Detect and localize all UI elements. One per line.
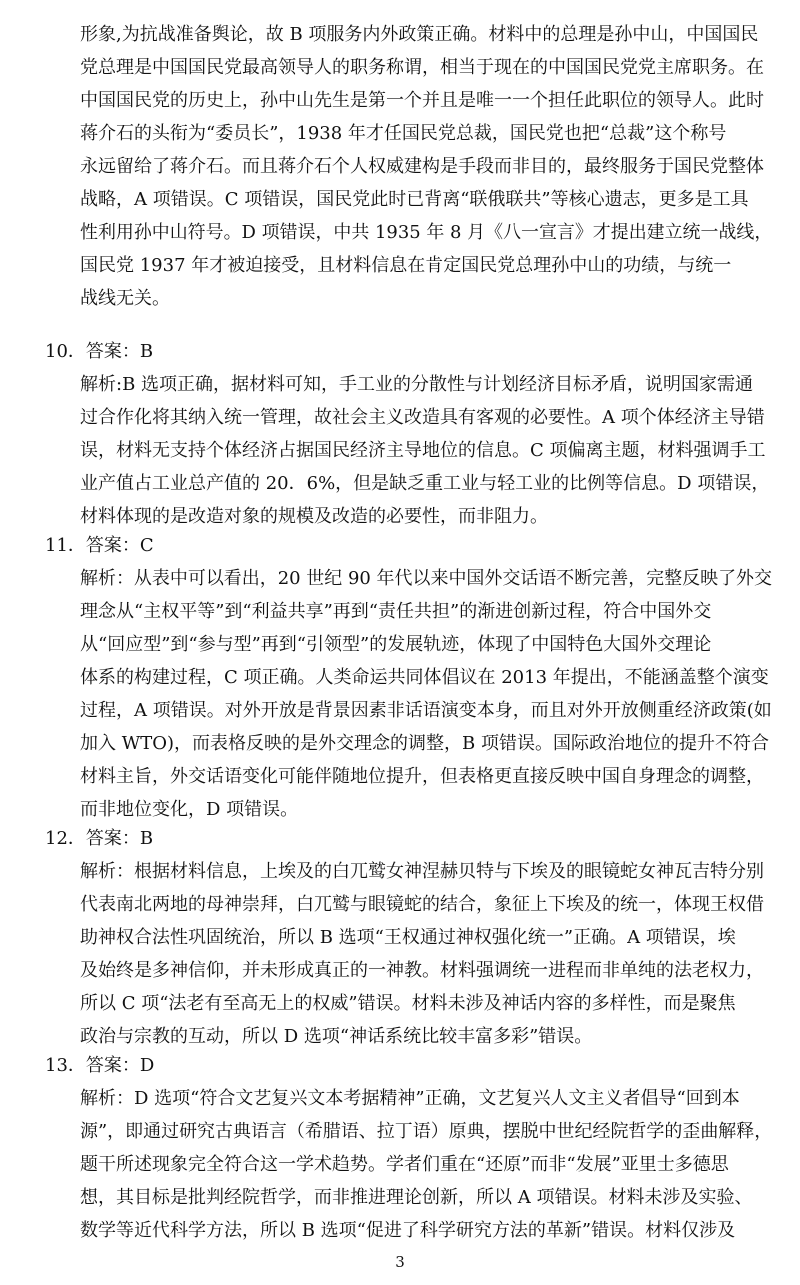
text-line: 代表南北两地的母神崇拜，白兀鹫与眼镜蛇的结合，象征上下埃及的统一，体现王权借 [80,894,764,915]
text-line: 永远留给了蒋介石。而且蒋介石个人权威建构是手段而非目的，最终服务于国民党整体 [80,156,764,177]
text-line: 政治与宗教的互动，所以 D 选项“神话系统比较丰富多彩”错误。 [80,1026,593,1047]
text-line: 解析:B 选项正确，据材料可知，手工业的分散性与计划经济目标矛盾，说明国家需通 [80,374,754,395]
text-line: 解析：从表中可以看出，20 世纪 90 年代以来中国外交话语不断完善，完整反映了外交 [80,568,773,589]
text-line: 业产值占工业总产值的 20．6%，但是缺乏重工业与轻工业的比例等信息。D 项错误， [80,473,770,494]
text-line: 性利用孙中山符号。D 项错误，中共 1935 年 8 月《八一宣言》才提出建立统一战线， [80,222,773,243]
page-number: 3 [395,1253,405,1271]
text-line: 加入 WTO)，而表格反映的是外交理念的调整，B 项错误。国际政治地位的提升不符合 [80,733,769,754]
text-line: 战线无关。 [80,288,170,309]
text-line: 材料主旨，外交话语变化可能伴随地位提升，但表格更直接反映中国自身理念的调整， [80,766,764,787]
text-line: 战略，A 项错误。C 项错误，国民党此时已背离“联俄联共”等核心遗志，更多是工具 [80,189,749,210]
text-line: 蒋介石的头衔为“委员长”，1938 年才任国民党总裁，国民党也把“总裁”这个称号 [80,123,727,144]
answer-heading-10: 10．答案：B [45,341,154,362]
text-line: 及始终是多神信仰，并未形成真正的一神教。材料强调统一进程而非单纯的法老权力， [80,960,764,981]
text-line: 所以 C 项“法老有至高无上的权威”错误。材料未涉及神话内容的多样性，而是聚焦 [80,993,736,1014]
text-line: 而非地位变化，D 项错误。 [80,799,299,820]
text-line: 中国国民党的历史上，孙中山先生是第一个并且是唯一一个担任此职位的领导人。此时 [80,90,764,111]
text-line: 材料体现的是改造对象的规模及改造的必要性，而非阻力。 [80,506,548,527]
answer-heading-12: 12．答案：B [45,828,154,849]
answer-heading-11: 11．答案：C [45,535,154,556]
text-line: 理念从“主权平等”到“利益共享”再到“责任共担”的渐进创新过程，符合中国外交 [80,601,712,622]
text-line: 源”，即通过研究古典语言（希腊语、拉丁语）原典，摆脱中世纪经院哲学的歪曲解释， [80,1121,773,1142]
text-line: 解析：D 选项“符合文艺复兴文本考据精神”正确，文艺复兴人文主义者倡导“回到本 [80,1088,740,1109]
text-line: 过程，A 项错误。对外开放是背景因素非话语演变本身，而且对外开放侧重经济政策(如 [80,700,772,721]
text-line: 解析：根据材料信息，上埃及的白兀鹫女神涅赫贝特与下埃及的眼镜蛇女神瓦吉特分别 [80,861,764,882]
text-line: 误，材料无支持个体经济占据国民经济主导地位的信息。C 项偏离主题，材料强调手工 [80,440,766,461]
text-line: 党总理是中国国民党最高领导人的职务称谓，相当于现在的中国国民党党主席职务。在 [80,57,764,78]
text-line: 过合作化将其纳入统一管理，故社会主义改造具有客观的必要性。A 项个体经济主导错 [80,407,765,428]
text-line: 体系的构建过程，C 项正确。人类命运共同体倡议在 2013 年提出，不能涵盖整个演变 [80,667,769,688]
text-line: 国民党 1937 年才被迫接受，且材料信息在肯定国民党总理孙中山的功绩，与统一 [80,255,732,276]
text-line: 题干所述现象完全符合这一学术趋势。学者们重在“还原”而非“发展”亚里士多德思 [80,1154,729,1175]
answer-heading-13: 13．答案：D [45,1055,155,1076]
text-line: 助神权合法性巩固统治，所以 B 选项“王权通过神权强化统一”正确。A 项错误，埃 [80,927,736,948]
text-line: 形象,为抗战准备舆论，故 B 项服务内外政策正确。材料中的总理是孙中山，中国国民 [80,24,759,45]
text-line: 从“回应型”到“参与型”再到“引领型”的发展轨迹，体现了中国特色大国外交理论 [80,634,712,655]
text-line: 数学等近代科学方法，所以 B 选项“促进了科学研究方法的革新”错误。材料仅涉及 [80,1220,736,1241]
text-line: 想，其目标是批判经院哲学，而非推进理论创新，所以 A 项错误。材料未涉及实验、 [80,1187,753,1208]
